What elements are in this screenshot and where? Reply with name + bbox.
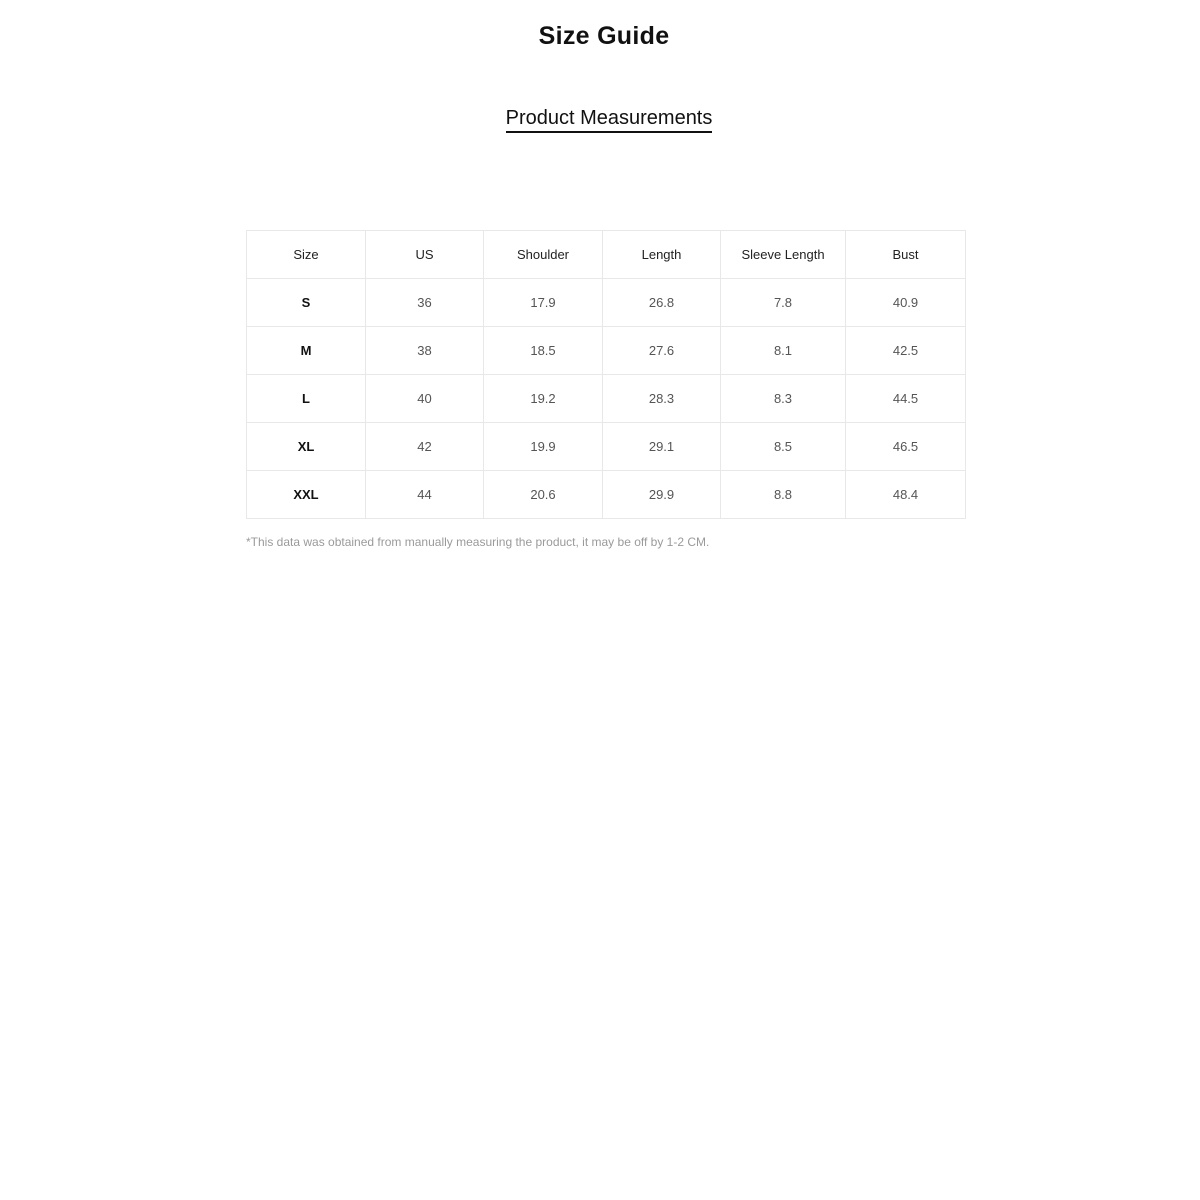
length-cell: 28.3 (603, 375, 721, 423)
sleeve-length-cell: 8.1 (721, 327, 846, 375)
shoulder-cell: 19.2 (484, 375, 603, 423)
sleeve-length-cell: 8.8 (721, 471, 846, 519)
length-cell: 29.9 (603, 471, 721, 519)
length-cell: 27.6 (603, 327, 721, 375)
page-title: Size Guide (538, 22, 670, 50)
size-cell: L (247, 375, 366, 423)
header-length: Length (603, 231, 721, 279)
header-size: Size (247, 231, 366, 279)
section-title-text: Product Measurements (506, 107, 713, 133)
table-row (247, 375, 966, 423)
bust-cell: 44.5 (846, 375, 966, 423)
us-cell: 44 (366, 471, 484, 519)
table-row (247, 279, 966, 327)
bust-cell: 40.9 (846, 279, 966, 327)
table-row (247, 471, 966, 519)
bust-cell: 48.4 (846, 471, 966, 519)
size-cell: XL (247, 423, 366, 471)
shoulder-cell: 20.6 (484, 471, 603, 519)
header-sleeve-length: Sleeve Length (721, 231, 846, 279)
us-cell: 42 (366, 423, 484, 471)
bust-cell: 46.5 (846, 423, 966, 471)
sleeve-length-cell: 7.8 (721, 279, 846, 327)
bust-cell: 42.5 (846, 327, 966, 375)
size-cell: M (247, 327, 366, 375)
us-cell: 40 (366, 375, 484, 423)
length-cell: 26.8 (603, 279, 721, 327)
sleeve-length-cell: 8.3 (721, 375, 846, 423)
header-shoulder: Shoulder (484, 231, 603, 279)
us-cell: 36 (366, 279, 484, 327)
header-bust: Bust (846, 231, 966, 279)
shoulder-cell: 18.5 (484, 327, 603, 375)
size-cell: S (247, 279, 366, 327)
shoulder-cell: 19.9 (484, 423, 603, 471)
table-header-row (247, 231, 966, 279)
footnote: *This data was obtained from manually measuring the product, it may be off by 1-2 CM. (246, 535, 710, 549)
size-cell: XXL (247, 471, 366, 519)
section-title (0, 107, 1200, 133)
shoulder-cell: 17.9 (484, 279, 603, 327)
header-us: US (366, 231, 484, 279)
table-row (247, 423, 966, 471)
sleeve-length-cell: 8.5 (721, 423, 846, 471)
table-row (247, 327, 966, 375)
size-table (246, 230, 966, 519)
length-cell: 29.1 (603, 423, 721, 471)
us-cell: 38 (366, 327, 484, 375)
